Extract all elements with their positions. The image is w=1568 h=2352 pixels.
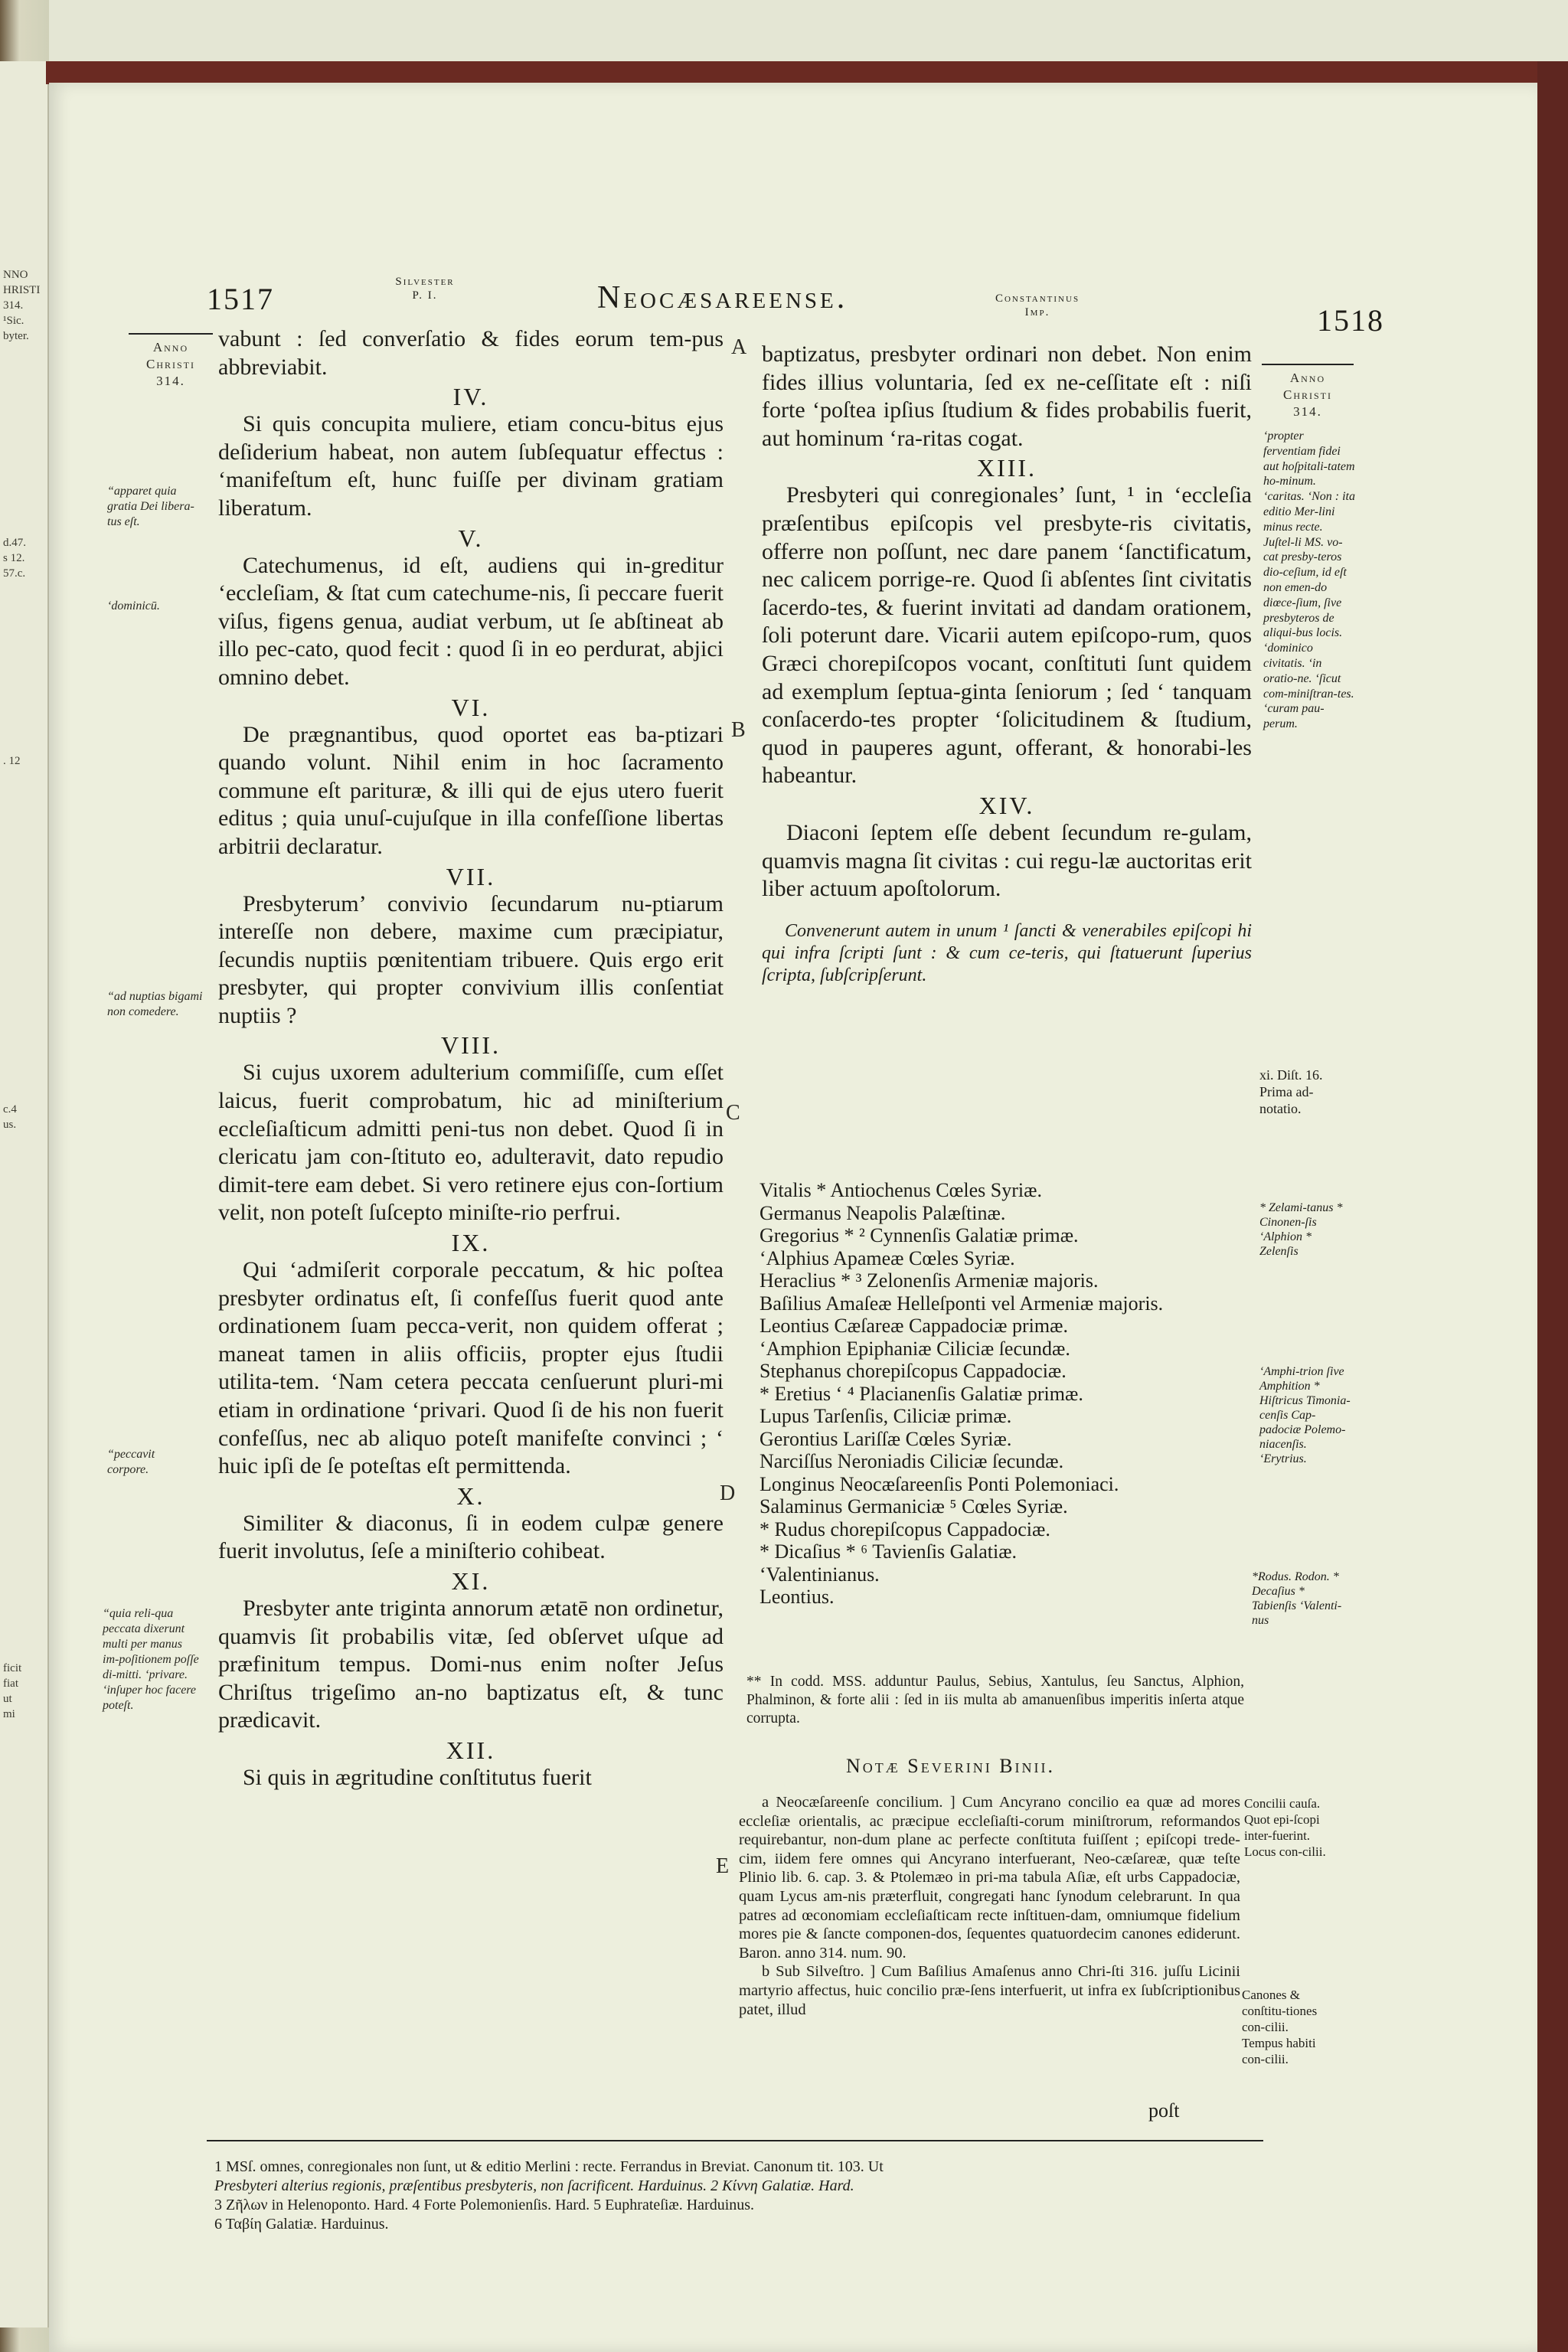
pope-header: Silvester P. I. <box>395 276 455 302</box>
subscription-item: Lupus Tarſenſis, Ciliciæ primæ. <box>760 1405 1012 1427</box>
subscription-item: Salaminus Germaniciæ ⁵ Cœles Syriæ. <box>760 1495 1068 1517</box>
section-letter-d: D <box>720 1481 736 1505</box>
emperor-header: Constantinus Imp. <box>995 292 1080 318</box>
facing-fragment: fiat <box>3 1677 18 1690</box>
book-cover-right <box>1537 61 1568 2352</box>
subscription-item: Longinus Neocæſareenſis Ponti Polemoniaci. <box>760 1472 1119 1495</box>
paragraph: Catechumenus, id eſt, audiens qui in-greditur ‘eccleſiam, & ſtat cum catechume-nis, ſi peccare fuerit viſus, figens genua, audiat verbum, ut ſe abſtineat ab illo pec-cato, quod fecit : quod ſi in eo perdurat, abjici omnino debet. <box>218 552 724 690</box>
facing-fragment: HRISTI <box>3 284 41 296</box>
subscription-item: ‘Valentinianus. <box>760 1563 880 1586</box>
margin-note: ‘Amphi-trion ſive Amphition * Hiſtricus Timonia-cenſis Cap-padociæ Polemo-niacenſis. ‘Erytrius. <box>1259 1365 1351 1465</box>
running-header <box>207 272 1384 338</box>
footnote-line: 1 MSſ. omnes, conregionales non ſunt, ut & editio Merlini : recte. Ferrandus in Breviat. Canonum tit. 103. Ut <box>214 2158 884 2175</box>
facing-fragment: c.4 <box>3 1103 17 1116</box>
paragraph: De prægnantibus, quod oportet eas ba-ptizari quando volunt. Nihil enim in hoc ſacramento commune eſt parituræ, & illi qui de ejus utero fuerit editus ; quia unuſ-cujuſque in illa confeſſione libertas arbitrii declaratur. <box>218 721 724 859</box>
paragraph: Presbyteri qui conregionales’ ſunt, ¹ in ‘eccleſia præſentibus epiſcopis vel presbyte-ris civitatis, offerre non poſſunt, nec dare panem ‘ſanctificatum, nec calicem porrige-re. Quod ſi abſentes ſint civitatis ſacerdo-tes, & fuerint invitati ad dandam orationem, ſoli poterunt dare. Vicarii autem epiſcopo-rum, quos Græci chorepiſcopos vocant, conſtituti ſunt quidem ad exemplum ſeptua-ginta ſeniorum ; ſed ‘ tanquam conſacerdo-tes propter ‘ſolicitudinem & ſtudium, quod in pauperes agunt, offerant, & honorabi-les habeantur. <box>762 482 1252 789</box>
subscription-item: ‘Alphius Apameæ Cœles Syriæ. <box>760 1246 1015 1269</box>
canon-heading: VIII. <box>440 1031 501 1060</box>
left-column <box>218 325 724 1792</box>
subscription-item: Leontius. <box>760 1586 835 1608</box>
facing-fragment: 314. <box>3 299 24 312</box>
subscription-item: * Dicaſius * ⁶ Tavienſis Galatiæ. <box>760 1540 1018 1563</box>
page-number-right: 1518 <box>1317 303 1384 338</box>
subscription-item: Gerontius Lariſſæ Cœles Syriæ. <box>760 1427 1012 1450</box>
canon-heading: XIII. <box>976 454 1037 482</box>
margin-note-distinction: xi. Diſt. 16. Prima ad-notatio. <box>1259 1067 1323 1116</box>
canon-heading: V. <box>458 524 484 552</box>
margin-note: ‘propter ferventiam fidei aut hoſpitali-tatem ho-minum. ‘caritas. ‘Non : ita editio Mer-lini minus recte. Juſtel-li MS. vo-cat presby-teros dio-ceſium, id eſt non emen-do diœce-ſium, ſive presbyteros de aliqui-bus locis. ‘dominico civitatis. ‘in oratio-ne. ‘ſicut com-miniſtran-tes. ‘curam pau-perum. <box>1263 430 1355 731</box>
margin-note: “ad nuptias bigami non comedere. <box>107 990 203 1018</box>
section-letter-a: A <box>731 335 747 359</box>
canon-heading: IV. <box>452 383 489 411</box>
facing-fragment: 57.c. <box>3 567 26 580</box>
facing-fragment: NNO <box>3 269 28 281</box>
facing-fragment: us. <box>3 1119 17 1131</box>
convenerunt-paragraph: Convenerunt autem in unum ¹ ſancti & venerabiles epiſcopi hi qui infra ſcripti ſunt : & cum ce-teris, qui ſtatuerunt ſuperius ſcripta, ſubſcripſerunt. <box>762 920 1252 985</box>
margin-note: “quia reli-qua peccata dixerunt multi per manus im-poſitionem poſſe di-mitti. ‘privare. ‘inſuper hoc facere poteſt. <box>103 1607 199 1712</box>
footnotes <box>214 2158 884 2234</box>
paragraph: Qui ‘admiſerit corporale peccatum, & hic poſtea presbyter ordinatus eſt, ſi confeſſus fuerit quod ante ordinationem ſuam pecca-verit, non quidem offerat ; maneat tamen in aliis officiis, propter ejus ſtudii utilita-tem. ‘Nam cetera peccata cenſuerunt pluri-mi etiam in ordinatione ‘privari. Quod ſi de his non fuerit confeſſus, nec ab aliquo poteſt manifeſte convinci ; ‘ huic ipſi de ſe poteſtas eſt permittenda. <box>218 1257 724 1479</box>
facing-fragment: ficit <box>3 1662 22 1674</box>
footnote-rule <box>207 2140 1263 2141</box>
note-paragraph: b Sub Silveſtro. ] Cum Baſilius Amaſenus anno Chri-ſti 316. juſſu Licinii martyrio affectus, huic concilio præ-ſens interfuerit, ut infra ex ſubſcriptionibus patet, illud <box>739 1963 1240 2018</box>
paragraph: Diaconi ſeptem eſſe debent ſecundum re-gulam, quamvis magna ſit civitas : cui regu-læ auctoritas erit liber actuum apoſtolorum. <box>762 819 1252 902</box>
canon-heading: XI. <box>451 1566 491 1595</box>
paragraph: Si quis concupita muliere, etiam concu-bitus ejus deſiderium habeat, non autem ſubſequatur effectus : ‘manifeſtum eſt, hunc fuiſſe per divinam gratiam liberatum. <box>218 411 724 521</box>
canon-heading: VI. <box>451 693 491 721</box>
paragraph: vabunt : ſed converſatio & fides eorum tem-pus abbreviabit. <box>218 326 724 380</box>
subscription-item: Heraclius * ³ Zelonenſis Armeniæ majoris. <box>760 1269 1099 1292</box>
book-cover-top <box>46 61 1568 84</box>
subscription-item: Leontius Cæſareæ Cappadociæ primæ. <box>760 1315 1068 1337</box>
subscription-item: * Eretius ‘ ⁴ Placianenſis Galatiæ primæ. <box>760 1382 1083 1405</box>
margin-note: * Zelami-tanus * Cinonen-ſis ‘Alphion * Zelenſis <box>1259 1201 1343 1258</box>
paragraph: Si cujus uxorem adulterium commiſiſſe, cum eſſet laicus, fuerit comprobatum, hic ad miniſterium eccleſiaſticum admitti peni-tus non debet. Quod ſi in clericatu jam con-ſtituto eo, adulteravit, dato repudio dimit-tere eam debet. Si vero retinere ejus con-ſortium velit, non poteſt ſuſcepto miniſte-rio perfrui. <box>218 1060 724 1226</box>
subscription-item: * Rudus chorepiſcopus Cappadociæ. <box>760 1517 1050 1540</box>
canon-heading: IX. <box>451 1229 491 1257</box>
subscription-item: Narciſſus Neroniadis Ciliciæ ſecundæ. <box>760 1450 1064 1472</box>
facing-fragment: ut <box>3 1693 12 1705</box>
footnote-line: 3 Ζῆλων in Helenoponto. Hard. 4 Forte Polemonienſis. Hard. 5 Euphrateſiæ. Harduinus. <box>214 2197 755 2213</box>
facing-fragment: ¹Sic. <box>3 315 24 327</box>
paragraph: Presbyter ante triginta annorum ætatē non ordinetur, quamvis ſit probabilis vitæ, ſed obſervet uſque ad præfinitum tempus. Domi-nus enim noſter Jeſus Chriſtus trigeſimo an-no baptizatus eſt, & tunc prædicavit. <box>218 1595 724 1733</box>
right-column <box>762 341 1252 987</box>
margin-note: Concilii cauſa. Quot epi-ſcopi inter-fuerint. Locus con-cilii. <box>1244 1796 1326 1859</box>
subscription-item: Stephanus chorepiſcopus Cappadociæ. <box>760 1360 1067 1382</box>
anno-christi-right: Anno Christi 314. <box>1262 364 1354 420</box>
canon-heading: VII. <box>446 862 496 890</box>
subscription-item: Germanus Neapolis Palæſtinæ. <box>760 1201 1006 1224</box>
margin-note: “peccavit corpore. <box>107 1448 155 1476</box>
canon-heading: X. <box>456 1481 485 1510</box>
paragraph: Si quis in ægritudine conſtitutus fuerit <box>243 1764 592 1790</box>
facing-fragment: byter. <box>3 330 29 342</box>
page-title: Neocæsareense. <box>597 280 848 315</box>
margin-note: “apparet quia gratia Dei libera-tus eſt. <box>107 485 194 528</box>
facing-fragment: mi <box>3 1708 15 1720</box>
section-letter-c: C <box>726 1101 740 1125</box>
facing-fragment: s 12. <box>3 552 25 564</box>
subscriptions-note: ** In codd. MSS. adduntur Paulus, Sebius, Xantulus, ſeu Sanctus, Alphion, Phalminon, & forte alii : ſed in iis multa ab amanuenſibus imperitis inſerta atque corrupta. <box>746 1674 1244 1726</box>
subscription-item: Baſilius Amaſeæ Helleſponti vel Armeniæ majoris. <box>760 1292 1164 1315</box>
footnote-line: 6 Ταβίη Galatiæ. Harduinus. <box>214 2216 389 2233</box>
margin-note: *Rodus. Rodon. * Decaſius * Tabienſis ‘Valenti-nus <box>1252 1570 1342 1627</box>
subscription-item: Vitalis * Antiochenus Cœles Syriæ. <box>760 1179 1042 1201</box>
facing-fragment: . 12 <box>3 755 21 767</box>
note-paragraph: a Neocæſareenſe concilium. ] Cum Ancyrano concilio ea quæ ad mores eccleſiæ orientalis, ac præcipue eccleſiaſti-corum miniſtrorum, reformandos requirebantur, non-dum plane ac perfecte conſtituta fuiſſent ; epiſcopi trede-cim, iidem fere omnes qui Ancyrano interfuerant, Neo-cæſareæ, quæ teſte Plinio lib. 6. cap. 3. & Ptolemæo in pri-ma tabula Aſiæ, eſt urbs Cappadociæ, quam Lycus am-nis præterfluit, congregati hanc ſynodum celebrarunt. In qua patres ad œconomiam eccleſiaſticam recte inſtituen-dam, omniumque fidelium mores pie & ſancte componen-dos, ſequentes quatuordecim canones ediderunt. Baron. anno 314. num. 90. <box>739 1794 1240 1962</box>
facing-fragment: d.47. <box>3 537 26 549</box>
facing-page-edge <box>0 61 49 2328</box>
page-number-left: 1517 <box>207 282 274 316</box>
subscription-item: Gregorius * ² Cynnenſis Galatiæ primæ. <box>760 1224 1079 1246</box>
paragraph: Presbyterum’ convivio ſecundarum nu-ptiarum intereſſe non debere, maxime cum præcipiatur, ſecundis nuptiis pœnitentiam tribuere. Quis ergo erit presbyter, qui propter convivium illis conſentiat nuptiis ? <box>218 890 724 1028</box>
subscription-item: ‘Amphion Epiphaniæ Ciliciæ ſecundæ. <box>760 1337 1070 1360</box>
subscriptions-list <box>760 1179 1257 1609</box>
anno-christi-left: Anno Christi 314. <box>129 333 213 390</box>
footnote-line: Presbyteri alterius regionis, præſentibus presbyteris, non ſacrificent. Harduinus. 2 Κίννη Galatiæ. Hard. <box>214 2177 854 2194</box>
canon-heading: XII. <box>446 1736 496 1764</box>
notes-title: Notæ Severini Binii. <box>846 1755 1056 1777</box>
margin-note: ‘dominicū. <box>107 599 160 612</box>
section-letter-e: E <box>716 1854 730 1878</box>
margin-note: Canones & conſtitu-tiones con-cilii. Tempus habiti con-cilii. <box>1242 1988 1318 2066</box>
section-letter-b: B <box>731 718 746 742</box>
paragraph: Similiter & diaconus, ſi in eodem culpæ genere fuerit involutus, ſeſe a miniſterio cohibeat. <box>218 1510 724 1564</box>
canon-heading: XIV. <box>978 791 1035 819</box>
paragraph: baptizatus, presbyter ordinari non debet. Non enim fides illius voluntaria, ſed ex ne-ceſſitate eſt : niſi forte ‘poſtea ipſius ſtudium & fides probabilis fuerit, aut hominum ‘ra-ritas cogat. <box>762 341 1252 451</box>
notes-body <box>739 1793 1240 2019</box>
catchword: poſt <box>1148 2099 1180 2122</box>
